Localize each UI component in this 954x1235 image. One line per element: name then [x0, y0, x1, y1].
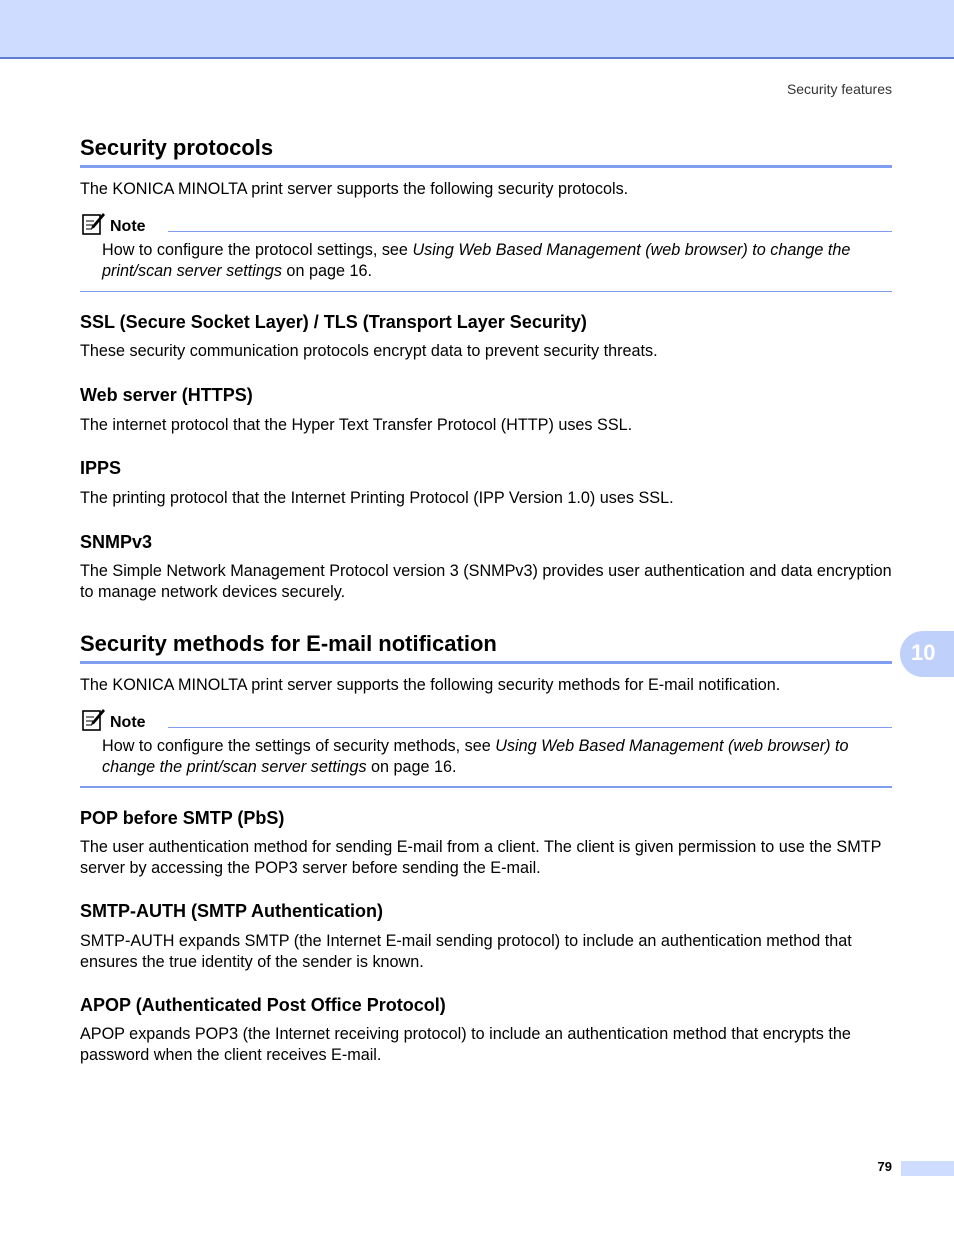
subsection-title: SSL (Secure Socket Layer) / TLS (Transport Layer Security)	[80, 312, 587, 332]
subsection-body: The internet protocol that the Hyper Text Transfer Protocol (HTTP) uses SSL.	[80, 416, 633, 434]
subsection-body: APOP expands POP3 (the Internet receiving protocol) to include an authentication method that encrypts the password when the client receives E-mail.	[80, 1025, 851, 1064]
chapter-tab	[900, 631, 954, 677]
running-head: Security features	[786, 81, 892, 97]
subsection-title: APOP (Authenticated Post Office Protocol)	[80, 995, 446, 1015]
top-header-band	[0, 0, 954, 59]
note-link-text: Using Web Based Management (web browser) to change the print/scan server settings	[102, 241, 851, 280]
chapter-number: 10	[911, 640, 936, 665]
subsection-title: IPPS	[80, 458, 122, 478]
subsection-title: POP before SMTP (PbS)	[80, 808, 285, 828]
section-title-rule	[80, 165, 892, 168]
section-intro: The KONICA MINOLTA print server supports the following security methods for E-mail notification.	[80, 676, 781, 694]
note-bottom-rule	[80, 786, 892, 788]
note-text: How to configure the protocol settings, see Using Web Based Management (web browser) to change the print/scan server settings on page 16.	[102, 241, 851, 280]
subsection-body: The printing protocol that the Internet Printing Protocol (IPP Version 1.0) uses SSL.	[80, 489, 674, 507]
note-pencil-icon	[82, 212, 106, 236]
note-label: Note	[110, 218, 146, 235]
subsection-body: These security communication protocols encrypt data to prevent security threats.	[80, 342, 658, 360]
section-intro: The KONICA MINOLTA print server supports the following security protocols.	[80, 180, 629, 198]
section-title-rule	[80, 661, 892, 664]
note-text: How to configure the settings of security methods, see Using Web Based Management (web browser) to change the print/scan server settings on page 16.	[102, 737, 849, 776]
note-link-text: Using Web Based Management (web browser) to change the print/scan server settings	[102, 737, 849, 776]
section-title-email-security: Security methods for E-mail notification	[80, 631, 497, 656]
note-label: Note	[110, 714, 146, 731]
subsection-title: SNMPv3	[80, 532, 153, 552]
subsection-body: The Simple Network Management Protocol version 3 (SNMPv3) provides user authentication and data encryption to manage network devices securely.	[80, 562, 892, 601]
note-top-rule	[168, 727, 892, 728]
section-title-security-protocols: Security protocols	[80, 135, 274, 160]
subsection-title: Web server (HTTPS)	[80, 385, 253, 405]
footer-bar	[901, 1161, 954, 1176]
subsection-body: The user authentication method for sending E-mail from a client. The client is given permission to use the SMTP server by accessing the POP3 server before sending the E-mail.	[80, 838, 882, 877]
note-pencil-icon	[82, 708, 106, 732]
note-top-rule	[168, 231, 892, 232]
page-number: 79	[877, 1159, 892, 1174]
subsection-body: SMTP-AUTH expands SMTP (the Internet E-mail sending protocol) to include an authentication method that ensures the true identity of the sender is known.	[80, 932, 852, 971]
subsection-title: SMTP-AUTH (SMTP Authentication)	[80, 901, 383, 921]
note-bottom-rule	[80, 291, 892, 292]
